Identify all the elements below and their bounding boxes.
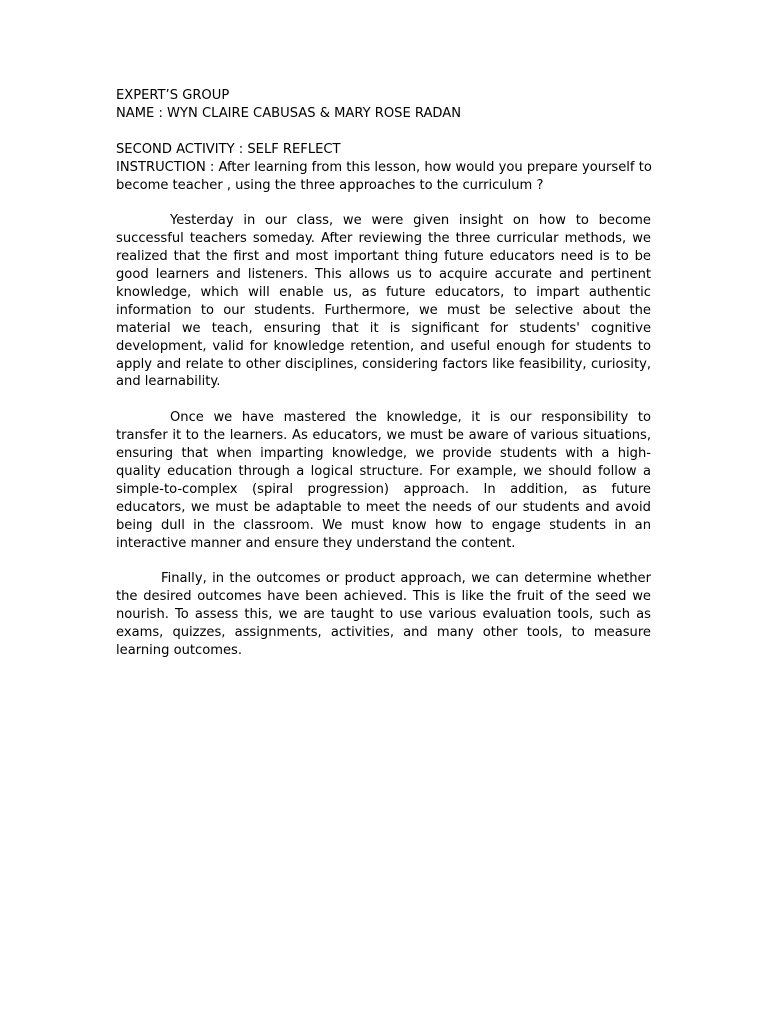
spacer bbox=[116, 194, 651, 212]
paragraph-3-text: Finally, in the outcomes or product approach, we can determine whether the desired outcomes have been achieved. This is like the fruit of the seed we nourish. To assess this, we are taught to use various evaluation tools, such as exams, quizzes, assignments, activities, and many other tools, to measure learning outcomes. bbox=[116, 571, 651, 659]
author-names: NAME : WYN CLAIRE CABUSAS & MARY ROSE RADAN bbox=[116, 105, 462, 121]
spacer bbox=[116, 391, 651, 409]
document-content bbox=[116, 87, 651, 660]
spacer bbox=[116, 553, 651, 571]
paragraph-1 bbox=[116, 212, 651, 391]
paragraph-3 bbox=[116, 570, 651, 660]
spacer bbox=[116, 123, 651, 141]
paragraph-2-text: Once we have mastered the knowledge, it is our responsibility to transfer it to the learners. As educators, we must be aware of various situations, ensuring that when imparting knowledge, we provide students with a high-quality education through a logical structure. For example, we should follow a simple-to-complex (spiral progression) approach. In addition, as future educators, we must be adaptable to meet the needs of our students and avoid being dull in the classroom. We must know how to engage students in an interactive manner and ensure they understand the content. bbox=[116, 410, 651, 551]
instruction-line-1: INSTRUCTION : After learning from this lesson, how would you prepare yourself to bbox=[116, 159, 652, 175]
instruction-line-2: become teacher , using the three approaches to the curriculum ? bbox=[116, 177, 544, 193]
paragraph-1-text: Yesterday in our class, we were given insight on how to become successful teachers someday. After reviewing the three curricular methods, we realized that the first and most important thing future educators need is to be good learners and listeners. This allows us to acquire accurate and pertinent knowledge, which will enable us, as future educators, to impart authentic information to our students. Furthermore, we must be selective about the material we teach, ensuring that it is significant for students' cognitive development, valid for knowledge retention, and useful enough for students to apply and relate to other disciplines, considering factors like feasibility, curiosity, and learnability. bbox=[116, 213, 651, 390]
activity-title: SECOND ACTIVITY : SELF REFLECT bbox=[116, 141, 341, 157]
group-heading: EXPERT’S GROUP bbox=[116, 88, 230, 103]
paragraph-2 bbox=[116, 409, 651, 552]
